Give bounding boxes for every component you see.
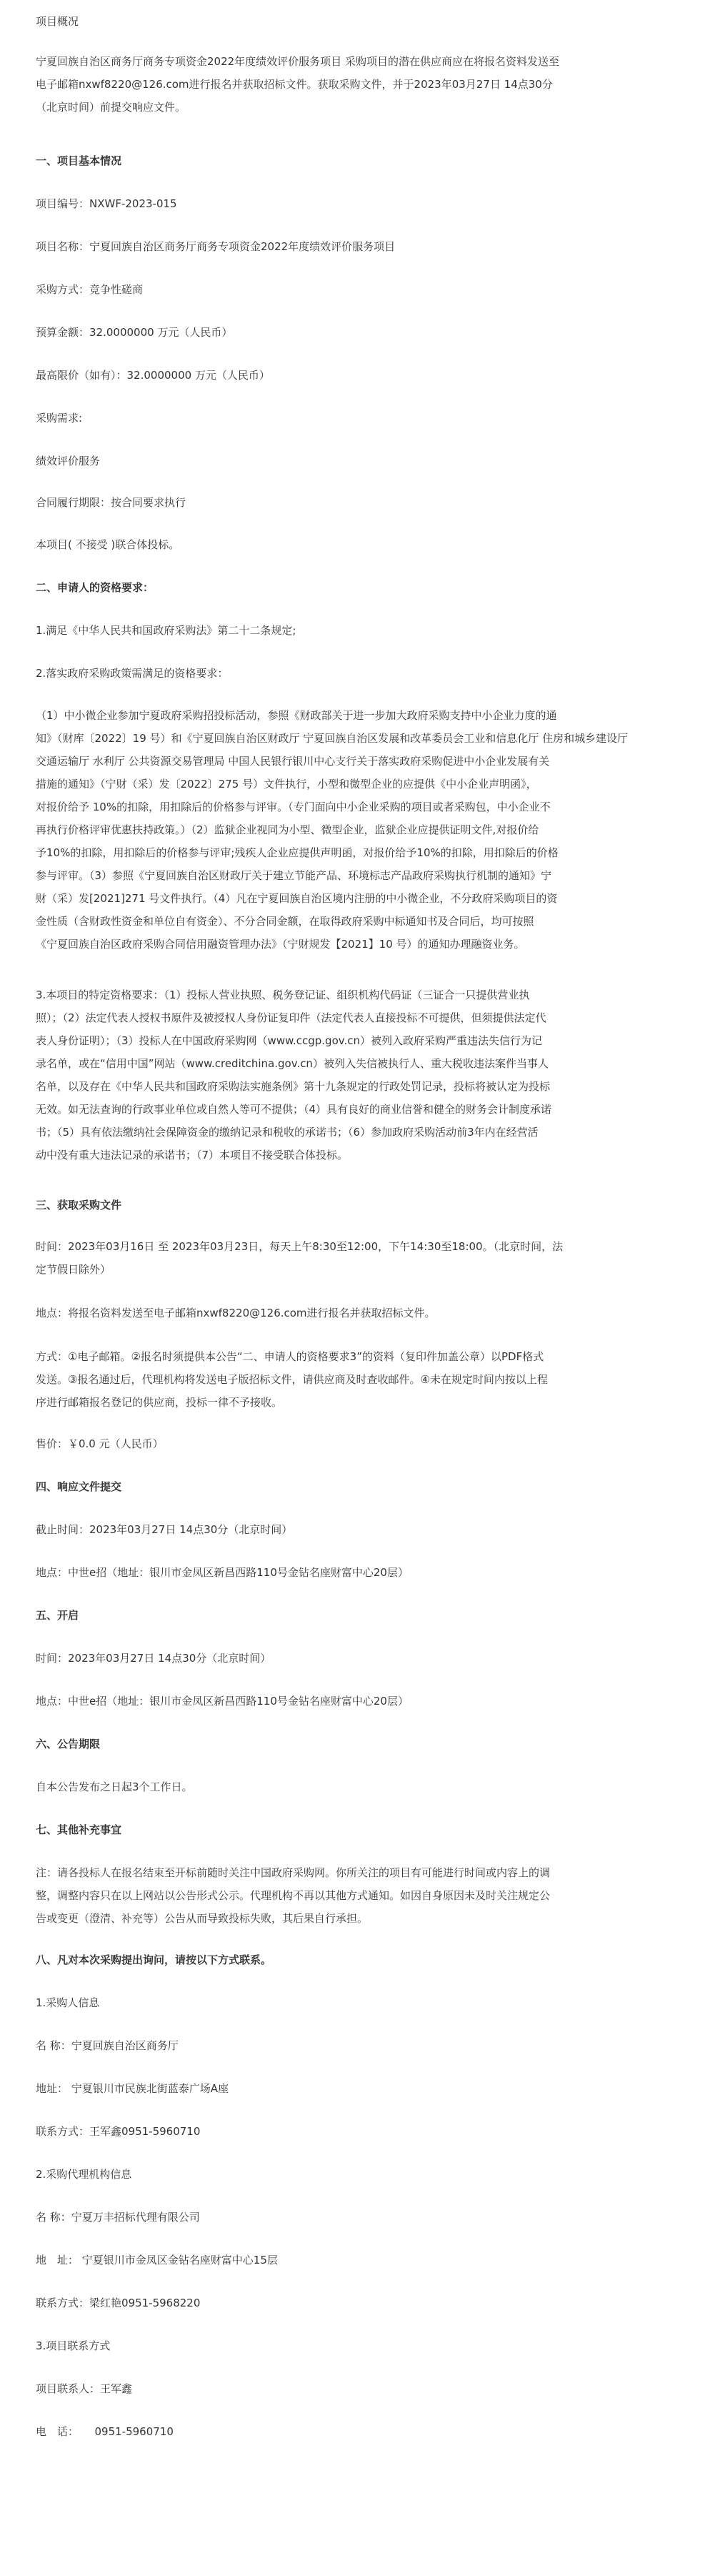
submission-place: 地点：中世e招（地址：银川市金凤区新昌西路110号金钻名座财富中心20层） [36,1566,409,1579]
requirement-2: 2.落实政府采购政策需满足的资格要求： [36,667,229,680]
overview-heading: 项目概况 [36,15,79,28]
agency-name: 名 称：宁夏万丰招标代理有限公司 [36,2211,200,2224]
section-7-heading: 七、其他补充事宜 [36,1823,122,1836]
section-1-heading: 一、项目基本情况 [36,154,122,167]
purchaser-name: 名 称：宁夏回族自治区商务厅 [36,2039,179,2052]
agency-contact: 联系方式：梁红艳0951-5968220 [36,2297,201,2309]
submission-deadline: 截止时间：2023年03月27日 14点30分（北京时间） [36,1523,293,1536]
project-number: 项目编号：NXWF-2023-015 [36,197,177,210]
opening-time: 时间：2023年03月27日 14点30分（北京时间） [36,1652,271,1665]
consortium-note: 本项目( 不接受 )联合体投标。 [36,538,180,551]
supplementary-notes: 注：请各投标人在报名结束至开标前随时关注中国政府采购网。你所关注的项目有可能进行时间或内容上的调 整，调整内容只在以上网站以公告形式公示。代理机构不再以其他方式通知。如因自身原因未及时关注规定公 告或变更（澄清、补充等）公告从而导致投标失败，其后果自行承担。 [36,1866,551,1925]
section-2-heading: 二、申请人的资格要求： [36,581,154,594]
section-5-heading: 五、开启 [36,1609,79,1622]
section-3-heading: 三、获取采购文件 [36,1199,122,1212]
purchaser-contact: 联系方式：王军鑫0951-5960710 [36,2125,201,2138]
budget-amount: 预算金额：32.0000000 万元（人民币） [36,326,233,339]
special-requirements: 3.本项目的特定资格要求：（1）投标人营业执照、税务登记证、组织机构代码证（三证合一只提供营业执 照）；（2）法定代表人授权书原件及被授权人身份证复印件（法定代表人直接投标不可提供，但须提供法定代 表人身份证明）；（3）投标人在中国政府采购网（www.ccgp.gov.cn）被列入政府采购严重违法失信行为记 录名单，或在“信用中国”网站（www.creditchina.gov.cn）被列入失信被执行人、重大税收违法案件当事人 名单，以及存在《中华人民共和国政府采购法实施条例》第十九条规定的行政处罚记录，投标将被认定为投标 无效。如无法查询的行政事业单位或自然人等可不提供；（4）具有良好的商业信誉和健全的财务会计制度承诺 书；（5）具有依法缴纳社会保障资金的缴纳记录和税收的承诺书；（6）参加政府采购活动前3年内在经营活 动中没有重大违法记录的承诺书；（7）本项目不接受联合体投标。 [36,989,552,1161]
project-name: 项目名称：宁夏回族自治区商务厅商务专项资金2022年度绩效评价服务项目 [36,240,396,253]
purchaser-address: 地址： 宁夏银川市民族北街蓝泰广场A座 [36,2082,229,2095]
requirement-1: 1.满足《中华人民共和国政府采购法》第二十二条规定; [36,624,296,637]
announcement-period: 自本公告发布之日起3个工作日。 [36,1780,193,1793]
policy-requirements: （1）中小微企业参加宁夏政府采购招投标活动，参照《财政部关于进一步加大政府采购支持中小企业力度的通 知》（财库〔2022〕19 号）和《宁夏回族自治区财政厅 宁夏回族自治区发展和改革委员会工业和信息化厅 住房和城乡建设厅 交通运输厅 水利厅 公共资源交易管理局 中国人民银行银川中心支行关于落实政府采购促进中小企业发展有关 措施的通知》（宁财（采）发〔2022〕275 号）文件执行，小型和微型企业的应提供《中小企业声明函》， 对报价给予 10%的扣除，用扣除后的价格参与评审。（专门面向中小企业采购的项目或者采购包，中小企业不 再执行价格评审优惠扶持政策。）（2）监狱企业视同为小型、微型企业，监狱企业应提供证明文件,对报价给 予10%的扣除，用扣除后的价格参与评审;残疾人企业应提供声明函，对报价给予10%的扣除，用扣除后的价格 参与评审。（3）参照《宁夏回族自治区财政厅关于建立节能产品、环境标志产品政府采购执行机制的通知》宁 财（采）发[2021]271 号文件执行。（4）凡在宁夏回族自治区境内注册的中小微企业，不分政府采购项目的资 金性质（含财政性资金和单位自有资金）、不分合同金额，在取得政府采购中标通知书及合同后，均可按照 《宁夏回族自治区政府采购合同信用融资管理办法》（宁财规发【2021】10 号）的通知办理融资业务。 [36,709,629,951]
project-contact-phone: 电 话： 0951-5960710 [36,2425,174,2438]
max-price: 最高限价（如有）：32.0000000 万元（人民币） [36,369,270,382]
agency-address: 地 址： 宁夏银川市金凤区金钻名座财富中心15层 [36,2254,278,2267]
acquisition-method: 方式：①电子邮箱。②报名时须提供本公告“二、申请人的资格要求3”的资料（复印件加盖公章）以PDF格式 发送。③报名通过后，代理机构将发送电子版招标文件，请供应商及时查收邮件。④未在规定时间内按以上程 序进行邮箱报名登记的供应商，投标一律不予接收。 [36,1350,548,1409]
opening-place: 地点：中世e招（地址：银川市金凤区新昌西路110号金钻名座财富中心20层） [36,1695,409,1708]
procurement-demand-value: 绩效评价服务 [36,455,101,467]
document-price: 售价：￥0.0 元（人民币） [36,1437,164,1450]
project-contact-person: 项目联系人：王军鑫 [36,2382,133,2395]
agency-info-title: 2.采购代理机构信息 [36,2168,132,2181]
project-contact-title: 3.项目联系方式 [36,2339,111,2352]
procurement-demand-label: 采购需求: [36,412,83,425]
section-8-heading: 八、凡对本次采购提出询问，请按以下方式联系。 [36,1953,272,1966]
acquisition-time: 时间：2023年03月16日 至 2023年03月23日，每天上午8:30至12:00，下午14:30至18:00。（北京时间，法 定节假日除外） [36,1240,564,1276]
overview-text: 宁夏回族自治区商务厅商务专项资金2022年度绩效评价服务项目 采购项目的潜在供应商应在将报名资料发送至 电子邮箱nxwf8220@126.com进行报名并获取招标文件。获取采购文件，并于2023年03月27日 14点30分 （北京时间）前提交响应文件。 [36,55,559,114]
contract-period: 合同履行期限：按合同要求执行 [36,496,186,509]
section-6-heading: 六、公告期限 [36,1738,101,1750]
procurement-method: 采购方式：竞争性磋商 [36,283,144,296]
purchaser-info-title: 1.采购人信息 [36,1996,100,2009]
section-4-heading: 四、响应文件提交 [36,1480,122,1493]
acquisition-place: 地点：将报名资料发送至电子邮箱nxwf8220@126.com进行报名并获取招标文件。 [36,1307,436,1319]
